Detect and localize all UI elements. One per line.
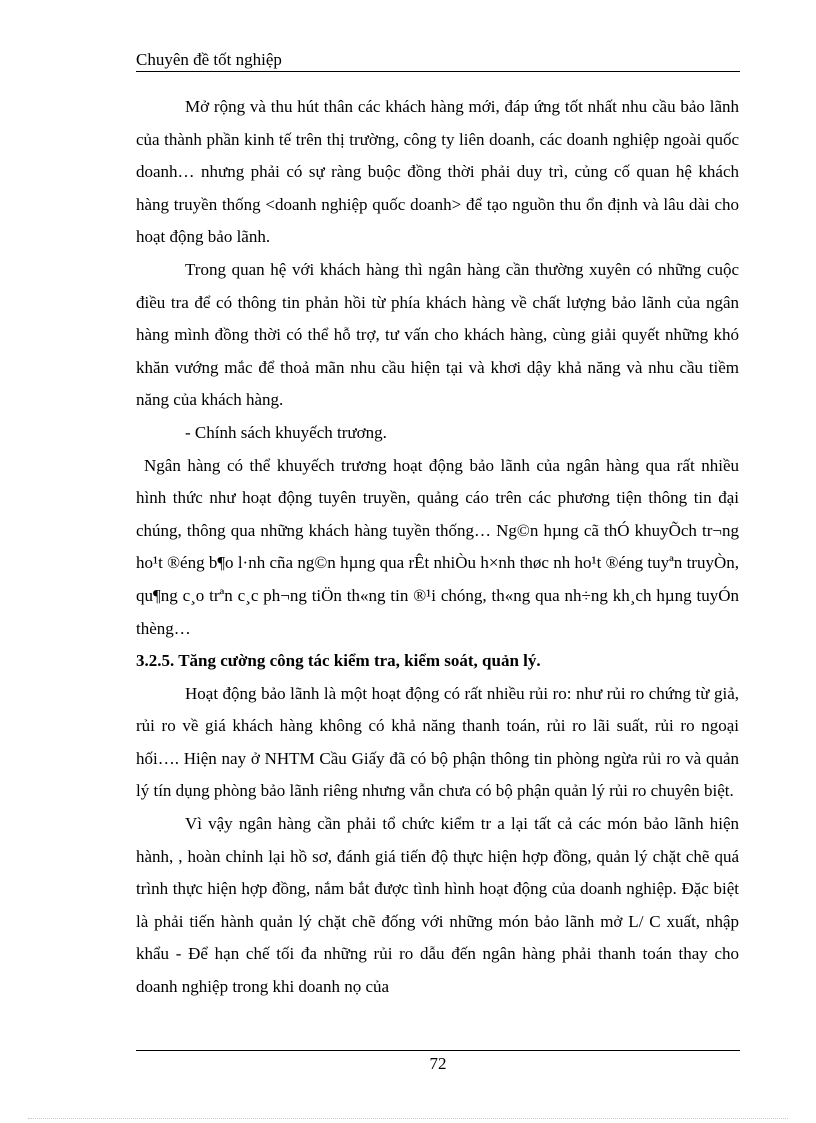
bullet-promotion-policy: - Chính sách khuyếch trương. — [185, 422, 387, 442]
paragraph-inspection: Vì vậy ngân hàng cần phải tổ chức kiểm tr a lại tất cả các món bảo lãnh hiện hành, , hoàn chỉnh lại hồ sơ, đánh giá tiến độ thực hiện hợp đồng, quản lý chặt chẽ quá trình thực hiện hợp đồng, nắm bắt được tình hình hoạt động của doanh nghiệp. Đặc biệt là phải tiến hành quản lý chặt chẽ đống với những món bảo lãnh mở L/ C xuất, nhập khẩu - Để hạn chế tối đa những rủi ro dẫu đến ngân hàng phải thanh toán thay cho doanh nghiệp trong khi doanh nọ của — [136, 814, 739, 997]
page-number: 72 — [429, 1054, 447, 1073]
paragraph-risk: Hoạt động bảo lãnh là một hoạt động có rất nhiều rủi ro: như rủi ro chứng từ giả, rủi ro về giá khách hàng không có khả năng thanh toán, rủi ro lãi suất, rủi ro ngoại hối…. Hiện nay ở NHTM Cầu Giấy đã có bộ phận thông tin phòng ngừa rủi ro và quản lý tín dụng phòng bảo lãnh riêng nhưng vẫn chưa có bộ phận quản lý rủi ro chuyên biệt. — [136, 683, 739, 801]
paragraph-promotion: Ngân hàng có thể khuyếch trương hoạt động bảo lãnh của ngân hàng qua rất nhiều hình thức như hoạt động tuyên truyền, quảng cáo trên các phương tiện thông tin đại chúng, thông qua những khách hàng tuyền thống… Ng©n hµng cã thÓ khuyÕch tr¬ng ho¹t ®éng b¶o l·nh cña ng©n hµng qua rÊt nhiÒu h×nh thøc nh ho¹t ®éng tuyªn truyÒn, qu¶ng c¸o trªn c¸c ph¬ng tiÖn th«ng tin ®¹i chóng, th«ng qua nh÷ng kh¸ch hµng tuyÓn thèng… — [136, 455, 739, 638]
page-bottom-dotted-border — [28, 1118, 788, 1119]
paragraph-customer-expansion: Mở rộng và thu hút thân các khách hàng mới, đáp ứng tốt nhất nhu cầu bảo lãnh của thành phần kinh tế trên thị trường, công ty liên doanh, các doanh nghiệp ngoài quốc doanh… nhưng phải có sự ràng buộc đồng thời phải duy trì, củng cố quan hệ khách hàng truyền thống <doanh nghiệp quốc doanh> để tạo nguồn thu ổn định và lâu dài cho hoạt động bảo lãnh. — [136, 97, 739, 247]
page-header-title: Chuyên đề tốt nghiệp — [136, 50, 282, 69]
section-heading-3-2-5: 3.2.5. Tăng cường công tác kiểm tra, kiểm soát, quản lý. — [136, 651, 541, 671]
footer-divider — [136, 1050, 740, 1051]
page-body — [136, 91, 739, 1004]
paragraph-customer-relations: Trong quan hệ với khách hàng thì ngân hàng cần thường xuyên có những cuộc điều tra để có thông tin phản hồi từ phía khách hàng về chất lượng bảo lãnh của ngân hàng mình đồng thời có thể hỗ trợ, tư vấn cho khách hàng, cùng giải quyết những khó khăn vướng mắc để thoả mãn nhu cầu hiện tại và khơi dậy khả năng và nhu cầu tiềm năng của khách hàng. — [136, 259, 739, 410]
header-divider — [136, 71, 740, 72]
